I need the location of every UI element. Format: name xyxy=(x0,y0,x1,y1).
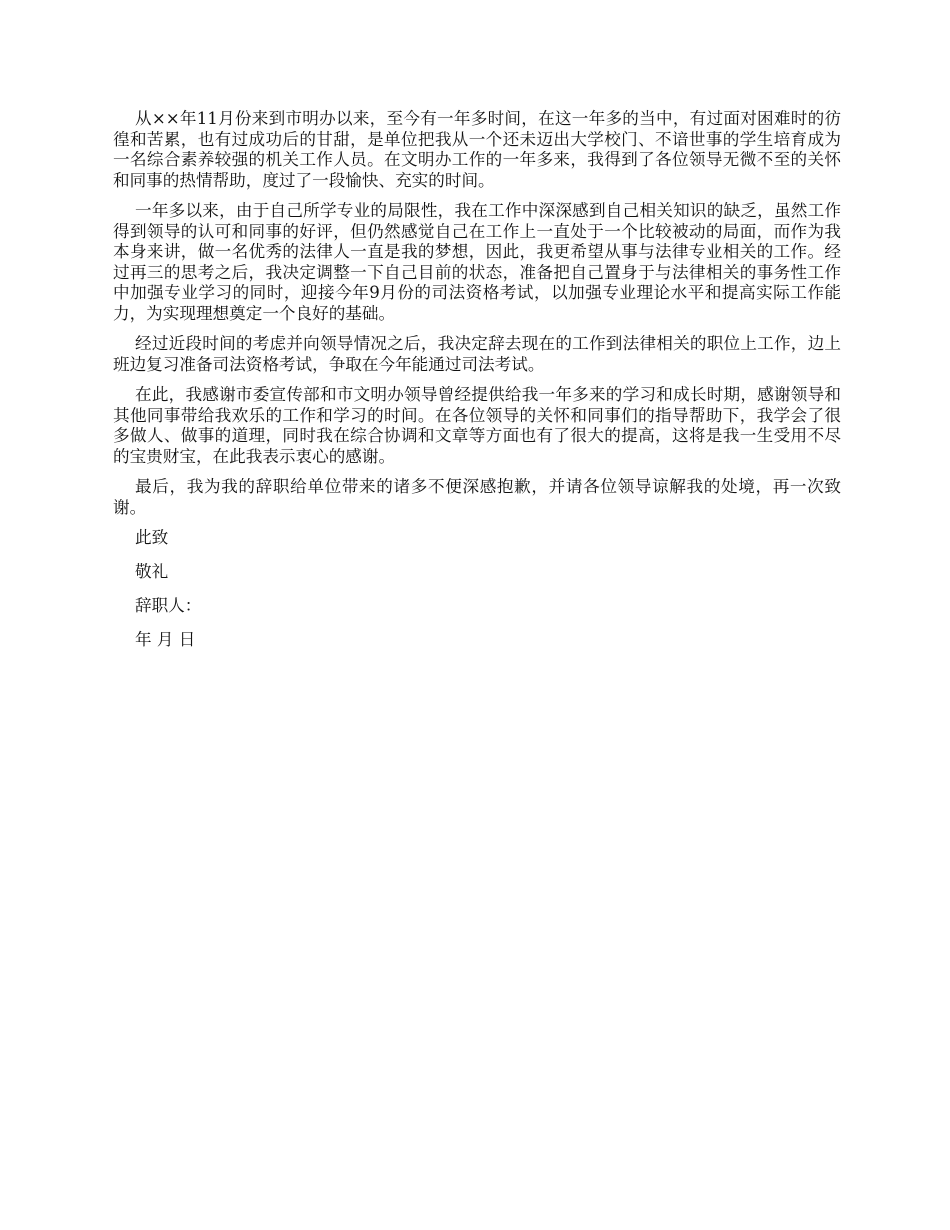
paragraph-intro: 从××年11月份来到市明办以来，至今有一年多时间，在这一年多的当中，有过面对困难时的彷徨和苦累，也有过成功后的甘甜，是单位把我从一个还未迈出大学校门、不谙世事的学生培育成为一名综合素养较强的机关工作人员。在文明办工作的一年多来，我得到了各位领导无微不至的关怀和同事的热情帮助，度过了一段愉快、充实的时间。 xyxy=(113,109,841,190)
closing-respect: 敬礼 xyxy=(135,562,169,581)
paragraph-thanks: 在此，我感谢市委宣传部和市文明办领导曾经提供给我一年多来的学习和成长时期，感谢领导和其他同事带给我欢乐的工作和学习的时间。在各位领导的关怀和同事们的指导帮助下，我学会了很多做人、做事的道理，同时我在综合协调和文章等方面也有了很大的提高，这将是我一生受用不尽的宝贵财宝，在此我表示衷心的感谢。 xyxy=(113,385,841,466)
paragraph-reason: 一年多以来，由于自己所学专业的局限性，我在工作中深深感到自己相关知识的缺乏，虽然工作得到领导的认可和同事的好评，但仍然感觉自己在工作上一直处于一个比较被动的局面，而作为我本身来讲，做一名优秀的法律人一直是我的梦想，因此，我更希望从事与法律专业相关的工作。经过再三的思考之后，我决定调整一下自己目前的状态，准备把自己置身于与法律相关的事务性工作中加强专业学习的同时，迎接今年9月份的司法资格考试，以加强专业理论水平和提高实际工作能力，为实现理想奠定一个良好的基础。 xyxy=(113,201,841,323)
paragraph-apology: 最后，我为我的辞职给单位带来的诸多不便深感抱歉，并请各位领导谅解我的处境，再一次致谢。 xyxy=(113,477,841,517)
paragraph-decision: 经过近段时间的考虑并向领导情况之后，我决定辞去现在的工作到法律相关的职位上工作，边上班边复习准备司法资格考试，争取在今年能通过司法考试。 xyxy=(113,334,841,374)
signature-label: 辞职人： xyxy=(135,596,202,615)
date-label: 年 月 日 xyxy=(135,630,196,649)
letter-body xyxy=(113,109,841,664)
closing-salutation: 此致 xyxy=(135,528,169,547)
